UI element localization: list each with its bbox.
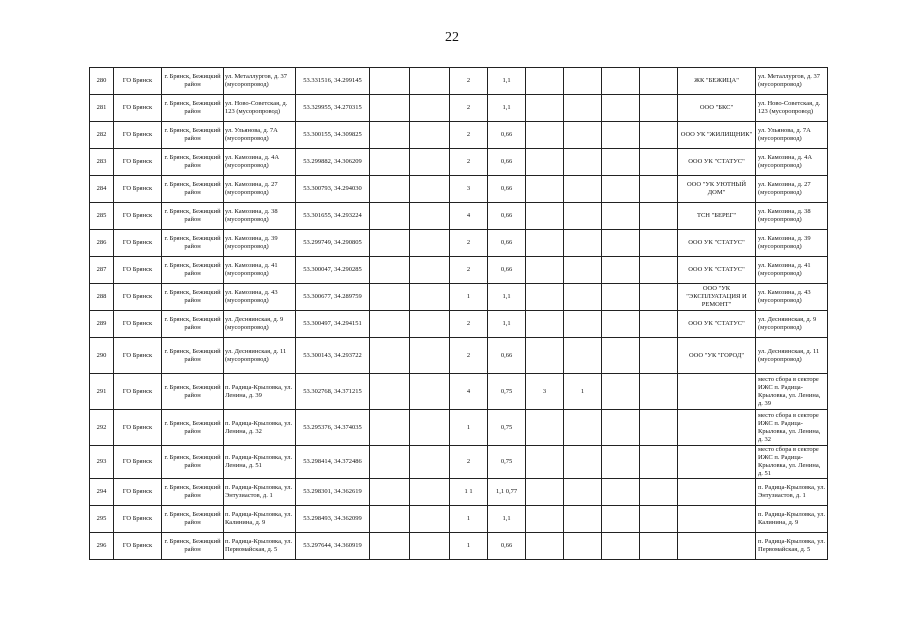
col-11: [564, 68, 602, 95]
coordinates: 53.300793, 34.294030: [296, 176, 370, 203]
col-10: [526, 311, 564, 338]
city-district: г. Брянск, Бежицкий район: [162, 95, 224, 122]
district: ГО Брянск: [114, 95, 162, 122]
col-11: 1: [564, 374, 602, 410]
organization: ТСН "БЕРЕГ": [678, 203, 756, 230]
coordinates: 53.295376, 34.374035: [296, 410, 370, 446]
district: ГО Брянск: [114, 374, 162, 410]
district: ГО Брянск: [114, 338, 162, 374]
container-volume: 0,66: [488, 203, 526, 230]
container-volume: 0,75: [488, 374, 526, 410]
city-district: г. Брянск, Бежицкий район: [162, 230, 224, 257]
coordinates: 53.331516, 34.299145: [296, 68, 370, 95]
col-11: [564, 506, 602, 533]
address: п. Радица-Крыловка, ул. Калинина, д. 9: [224, 506, 296, 533]
col-12: [602, 176, 640, 203]
col-7: [410, 230, 450, 257]
col-6: [370, 338, 410, 374]
col-6: [370, 149, 410, 176]
city-district: г. Брянск, Бежицкий район: [162, 533, 224, 560]
table-row: [90, 506, 828, 533]
table-row: [90, 533, 828, 560]
waste-source: п. Радица-Крыловка, ул. Калинина, д. 9: [756, 506, 828, 533]
container-count: 2: [450, 149, 488, 176]
col-13: [640, 410, 678, 446]
address: ул. Металлургов, д. 37 (мусоропровод): [224, 68, 296, 95]
col-13: [640, 311, 678, 338]
organization: ООО УК "СТАТУС": [678, 230, 756, 257]
district: ГО Брянск: [114, 506, 162, 533]
container-count: 2: [450, 257, 488, 284]
col-10: [526, 506, 564, 533]
organization: [678, 506, 756, 533]
organization: [678, 533, 756, 560]
city-district: г. Брянск, Бежицкий район: [162, 506, 224, 533]
organization: ЖК "БЕЖИЦА": [678, 68, 756, 95]
district: ГО Брянск: [114, 176, 162, 203]
col-12: [602, 311, 640, 338]
waste-source: ул. Камозина, д. 4А (мусоропровод): [756, 149, 828, 176]
district: ГО Брянск: [114, 257, 162, 284]
col-7: [410, 446, 450, 479]
col-11: [564, 122, 602, 149]
col-10: [526, 176, 564, 203]
address: п. Радица-Крыловка, ул. Ленина, д. 32: [224, 410, 296, 446]
container-count: 1: [450, 533, 488, 560]
col-11: [564, 257, 602, 284]
organization: [678, 479, 756, 506]
col-6: [370, 176, 410, 203]
coordinates: 53.329955, 34.270315: [296, 95, 370, 122]
row-number: 292: [90, 410, 114, 446]
waste-source: п. Радица-Крыловка, ул. Первомайская, д. 5: [756, 533, 828, 560]
waste-source: ул. Камозина, д. 27 (мусоропровод): [756, 176, 828, 203]
address: ул. Камозина, д. 41 (мусоропровод): [224, 257, 296, 284]
col-6: [370, 230, 410, 257]
col-12: [602, 257, 640, 284]
col-6: [370, 257, 410, 284]
coordinates: 53.300143, 34.293722: [296, 338, 370, 374]
row-number: 286: [90, 230, 114, 257]
container-count: 2: [450, 446, 488, 479]
col-7: [410, 479, 450, 506]
container-count: 2: [450, 122, 488, 149]
col-12: [602, 68, 640, 95]
organization: [678, 374, 756, 410]
col-7: [410, 149, 450, 176]
col-13: [640, 479, 678, 506]
waste-sites-table: [89, 67, 828, 560]
col-10: [526, 479, 564, 506]
col-7: [410, 410, 450, 446]
table-row: [90, 176, 828, 203]
container-volume: 0,66: [488, 230, 526, 257]
col-6: [370, 479, 410, 506]
organization: ООО УК "СТАТУС": [678, 149, 756, 176]
container-count: 1: [450, 506, 488, 533]
row-number: 281: [90, 95, 114, 122]
container-volume: 0,66: [488, 338, 526, 374]
col-13: [640, 284, 678, 311]
address: ул. Камозина, д. 39 (мусоропровод): [224, 230, 296, 257]
col-7: [410, 338, 450, 374]
col-13: [640, 533, 678, 560]
col-10: [526, 230, 564, 257]
district: ГО Брянск: [114, 410, 162, 446]
organization: ООО "УК "ГОРОД": [678, 338, 756, 374]
waste-source: ул. Десняинская, д. 11 (мусоропровод): [756, 338, 828, 374]
city-district: г. Брянск, Бежицкий район: [162, 374, 224, 410]
organization: ООО "БКС": [678, 95, 756, 122]
table-row: [90, 338, 828, 374]
waste-source: ул. Камозина, д. 39 (мусоропровод): [756, 230, 828, 257]
waste-source: ул. Камозина, д. 41 (мусоропровод): [756, 257, 828, 284]
container-count: 2: [450, 311, 488, 338]
table-row: [90, 230, 828, 257]
address: ул. Десняинская, д. 11 (мусоропровод): [224, 338, 296, 374]
row-number: 290: [90, 338, 114, 374]
coordinates: 53.298493, 34.362099: [296, 506, 370, 533]
col-7: [410, 68, 450, 95]
table-body: [90, 68, 828, 560]
waste-source: п. Радица-Крыловка, ул. Энтузиастов, д. 1: [756, 479, 828, 506]
container-volume: 0,75: [488, 410, 526, 446]
col-13: [640, 95, 678, 122]
waste-source: ул. Металлургов, д. 37 (мусоропровод): [756, 68, 828, 95]
container-count: 1: [450, 410, 488, 446]
coordinates: 53.299882, 34.306209: [296, 149, 370, 176]
row-number: 283: [90, 149, 114, 176]
row-number: 284: [90, 176, 114, 203]
container-volume: 1,1: [488, 68, 526, 95]
coordinates: 53.300047, 34.290285: [296, 257, 370, 284]
container-volume: 1,1: [488, 284, 526, 311]
address: ул. Ульянова, д. 7А (мусоропровод): [224, 122, 296, 149]
col-6: [370, 506, 410, 533]
col-11: [564, 446, 602, 479]
city-district: г. Брянск, Бежицкий район: [162, 176, 224, 203]
container-count: 1: [450, 284, 488, 311]
col-6: [370, 122, 410, 149]
col-10: [526, 338, 564, 374]
col-12: [602, 446, 640, 479]
col-7: [410, 311, 450, 338]
coordinates: 53.301655, 34.293224: [296, 203, 370, 230]
col-7: [410, 374, 450, 410]
organization: ООО УК "ЖИЛИЩНИК": [678, 122, 756, 149]
col-10: [526, 122, 564, 149]
district: ГО Брянск: [114, 122, 162, 149]
row-number: 294: [90, 479, 114, 506]
coordinates: 53.300677, 34.289759: [296, 284, 370, 311]
organization: [678, 410, 756, 446]
container-volume: 0,66: [488, 176, 526, 203]
col-10: [526, 446, 564, 479]
table-row: [90, 257, 828, 284]
district: ГО Брянск: [114, 446, 162, 479]
address: ул. Десняинская, д. 9 (мусоропровод): [224, 311, 296, 338]
col-7: [410, 506, 450, 533]
container-count: 1 1: [450, 479, 488, 506]
col-13: [640, 122, 678, 149]
table-row: [90, 95, 828, 122]
col-13: [640, 230, 678, 257]
col-11: [564, 479, 602, 506]
table-row: [90, 374, 828, 410]
city-district: г. Брянск, Бежицкий район: [162, 68, 224, 95]
container-volume: 0,66: [488, 257, 526, 284]
table-row: [90, 284, 828, 311]
table-row: [90, 410, 828, 446]
city-district: г. Брянск, Бежицкий район: [162, 446, 224, 479]
row-number: 280: [90, 68, 114, 95]
col-12: [602, 122, 640, 149]
city-district: г. Брянск, Бежицкий район: [162, 479, 224, 506]
city-district: г. Брянск, Бежицкий район: [162, 311, 224, 338]
page-number: 22: [445, 30, 459, 45]
col-13: [640, 203, 678, 230]
col-6: [370, 203, 410, 230]
coordinates: 53.298301, 34.362619: [296, 479, 370, 506]
container-volume: 1,1: [488, 506, 526, 533]
district: ГО Брянск: [114, 284, 162, 311]
col-6: [370, 311, 410, 338]
address: п. Радица-Крыловка, ул. Ленина, д. 39: [224, 374, 296, 410]
waste-source: ул. Камозина, д. 38 (мусоропровод): [756, 203, 828, 230]
col-11: [564, 203, 602, 230]
col-7: [410, 95, 450, 122]
container-count: 4: [450, 374, 488, 410]
district: ГО Брянск: [114, 230, 162, 257]
waste-source: ул. Ново-Советская, д. 123 (мусоропровод): [756, 95, 828, 122]
address: п. Радица-Крыловка, ул. Первомайская, д. 5: [224, 533, 296, 560]
col-12: [602, 338, 640, 374]
row-number: 296: [90, 533, 114, 560]
city-district: г. Брянск, Бежицкий район: [162, 410, 224, 446]
col-11: [564, 284, 602, 311]
col-10: [526, 284, 564, 311]
row-number: 285: [90, 203, 114, 230]
table-row: [90, 149, 828, 176]
col-11: [564, 95, 602, 122]
col-6: [370, 284, 410, 311]
organization: ООО УК "СТАТУС": [678, 257, 756, 284]
col-7: [410, 257, 450, 284]
col-12: [602, 95, 640, 122]
waste-source: место сбора в секторе ИЖС п. Радица-Крыловка, ул. Ленина, д. 51: [756, 446, 828, 479]
row-number: 291: [90, 374, 114, 410]
col-11: [564, 230, 602, 257]
waste-source: ул. Десняинская, д. 9 (мусоропровод): [756, 311, 828, 338]
col-10: [526, 95, 564, 122]
col-13: [640, 374, 678, 410]
city-district: г. Брянск, Бежицкий район: [162, 149, 224, 176]
col-6: [370, 410, 410, 446]
col-12: [602, 230, 640, 257]
container-count: 4: [450, 203, 488, 230]
col-7: [410, 533, 450, 560]
coordinates: 53.302768, 34.371215: [296, 374, 370, 410]
address: п. Радица-Крыловка, ул. Энтузиастов, д. 1: [224, 479, 296, 506]
col-13: [640, 68, 678, 95]
address: ул. Ново-Советская, д. 123 (мусоропровод): [224, 95, 296, 122]
col-12: [602, 149, 640, 176]
container-volume: 0,66: [488, 149, 526, 176]
organization: ООО "УК УЮТНЫЙ ДОМ": [678, 176, 756, 203]
row-number: 282: [90, 122, 114, 149]
row-number: 288: [90, 284, 114, 311]
container-volume: 0,66: [488, 122, 526, 149]
col-10: [526, 533, 564, 560]
col-10: [526, 410, 564, 446]
district: ГО Брянск: [114, 68, 162, 95]
col-11: [564, 176, 602, 203]
container-volume: 1,1 0,77: [488, 479, 526, 506]
table-row: [90, 122, 828, 149]
col-12: [602, 374, 640, 410]
col-6: [370, 95, 410, 122]
col-11: [564, 311, 602, 338]
coordinates: 53.300155, 34.309825: [296, 122, 370, 149]
col-11: [564, 338, 602, 374]
col-12: [602, 479, 640, 506]
col-10: 3: [526, 374, 564, 410]
table-row: [90, 479, 828, 506]
container-volume: 1,1: [488, 311, 526, 338]
waste-source: ул. Ульянова, д. 7А (мусоропровод): [756, 122, 828, 149]
waste-source: ул. Камозина, д. 43 (мусоропровод): [756, 284, 828, 311]
container-volume: 0,66: [488, 533, 526, 560]
organization: ООО "УК "ЭКСПЛУАТАЦИЯ И РЕМОНТ": [678, 284, 756, 311]
col-13: [640, 506, 678, 533]
organization: [678, 446, 756, 479]
organization: ООО УК "СТАТУС": [678, 311, 756, 338]
container-volume: 1,1: [488, 95, 526, 122]
address: ул. Камозина, д. 27 (мусоропровод): [224, 176, 296, 203]
col-10: [526, 68, 564, 95]
col-12: [602, 410, 640, 446]
row-number: 287: [90, 257, 114, 284]
col-7: [410, 284, 450, 311]
row-number: 293: [90, 446, 114, 479]
col-13: [640, 446, 678, 479]
col-10: [526, 149, 564, 176]
address: ул. Камозина, д. 43 (мусоропровод): [224, 284, 296, 311]
row-number: 295: [90, 506, 114, 533]
col-10: [526, 257, 564, 284]
address: п. Радица-Крыловка, ул. Ленина, д. 51: [224, 446, 296, 479]
container-count: 3: [450, 176, 488, 203]
col-13: [640, 257, 678, 284]
col-12: [602, 506, 640, 533]
col-10: [526, 203, 564, 230]
city-district: г. Брянск, Бежицкий район: [162, 122, 224, 149]
coordinates: 53.297644, 34.360919: [296, 533, 370, 560]
col-6: [370, 68, 410, 95]
container-volume: 0,75: [488, 446, 526, 479]
city-district: г. Брянск, Бежицкий район: [162, 257, 224, 284]
container-count: 2: [450, 95, 488, 122]
col-12: [602, 284, 640, 311]
city-district: г. Брянск, Бежицкий район: [162, 338, 224, 374]
table-row: [90, 203, 828, 230]
col-12: [602, 533, 640, 560]
col-6: [370, 533, 410, 560]
col-12: [602, 203, 640, 230]
col-7: [410, 203, 450, 230]
district: ГО Брянск: [114, 203, 162, 230]
table-row: [90, 68, 828, 95]
district: ГО Брянск: [114, 149, 162, 176]
col-11: [564, 149, 602, 176]
col-7: [410, 176, 450, 203]
col-6: [370, 374, 410, 410]
address: ул. Камозина, д. 38 (мусоропровод): [224, 203, 296, 230]
row-number: 289: [90, 311, 114, 338]
city-district: г. Брянск, Бежицкий район: [162, 203, 224, 230]
coordinates: 53.299749, 34.290805: [296, 230, 370, 257]
col-11: [564, 410, 602, 446]
table-row: [90, 446, 828, 479]
col-6: [370, 446, 410, 479]
table-row: [90, 311, 828, 338]
col-13: [640, 149, 678, 176]
address: ул. Камозина, д. 4А (мусоропровод): [224, 149, 296, 176]
col-13: [640, 176, 678, 203]
city-district: г. Брянск, Бежицкий район: [162, 284, 224, 311]
coordinates: 53.300497, 34.294151: [296, 311, 370, 338]
district: ГО Брянск: [114, 311, 162, 338]
district: ГО Брянск: [114, 533, 162, 560]
col-7: [410, 122, 450, 149]
coordinates: 53.298414, 34.372486: [296, 446, 370, 479]
container-count: 2: [450, 230, 488, 257]
container-count: 2: [450, 338, 488, 374]
container-count: 2: [450, 68, 488, 95]
col-11: [564, 533, 602, 560]
waste-source: место сбора в секторе ИЖС п. Радица-Крыловка, ул. Ленина, д. 39: [756, 374, 828, 410]
district: ГО Брянск: [114, 479, 162, 506]
waste-source: место сбора в секторе ИЖС п. Радица-Крыловка, ул. Ленина, д. 32: [756, 410, 828, 446]
col-13: [640, 338, 678, 374]
